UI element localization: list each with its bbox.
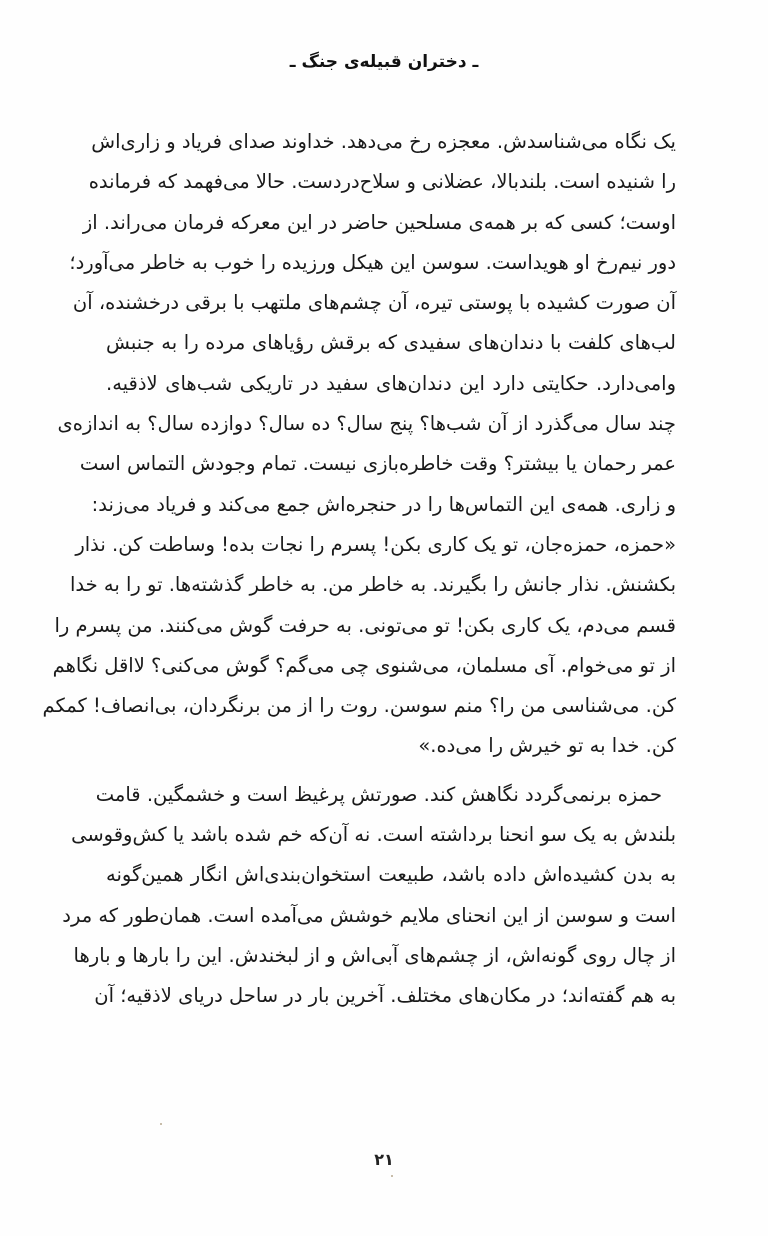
text-line: است و سوسن از این انحنای ملایم خوشش می‌آمده است. همان‌طور که مرد [62,903,676,927]
text-line: را شنیده است. بلندبالا، عضلانی و سلاح‌دردست. حالا می‌فهمد که فرمانده [88,170,676,194]
paragraph-gap [106,767,676,775]
text-line: کن. می‌شناسی من را؟ منم سوسن. روت را از من برنگردان، بی‌انصاف! کمکم [42,694,676,718]
text-line: دور نیم‌رخ او هویداست. سوسن این هیکل ورزیده را خوب به خاطر می‌آورد؛ [69,250,676,274]
body-text [42,122,676,1017]
page-number: ۲۱ [374,1150,394,1169]
text-line: وامی‌دارد. حکایتی دارد این دندان‌های سفید در تاریکی شب‌های لاذقیه. [106,371,676,395]
text-line: از تو می‌خوام. آی مسلمان، می‌شنوی چی می‌گم؟ گوش می‌کنی؟ لااقل نگاهم [52,653,676,677]
text-line: از چال روی گونه‌اش، از چشم‌های آبی‌اش و از لبخندش. این را بارها و بارها [73,943,676,967]
text-line: چند سال می‌گذرد از آن شب‌ها؟ پنج سال؟ ده سال؟ دوازده سال؟ به اندازه‌ی [57,412,676,436]
paper-speck [391,1175,393,1177]
text-line: به هم گفته‌اند؛ در مکان‌های مختلف. آخرین بار در ساحل دریای لاذقیه؛ آن [94,984,676,1008]
text-line: حمزه برنمی‌گردد نگاهش کند. صورتش پرغیظ است و خشمگین. قامت [95,782,662,806]
text-line: یک نگاه می‌شناسدش. معجزه رخ می‌دهد. خداوند صدای فریاد و زاری‌اش [91,130,676,153]
text-line: و زاری. همه‌ی این التماس‌ها را در حنجره‌اش جمع می‌کند و فریاد می‌زند: [91,492,676,516]
text-line: اوست؛ کسی که بر همه‌ی مسلحین حاضر در این معرکه فرمان می‌راند. از [82,210,676,234]
paragraph [62,775,676,1017]
paper-speck [160,1123,162,1125]
text-line: عمر رحمان یا بیشتر؟ وقت خاطره‌بازی نیست. تمام وجودش التماس است [79,452,676,476]
paragraph [42,122,676,775]
text-line: لب‌های کلفت با دندان‌های سفیدی که برقش رؤیاهای مرده را به جنبش [106,331,676,355]
text-line: آن صورت کشیده با پوستی تیره، آن چشم‌های ملتهب با برقی درخشنده، آن [72,291,676,315]
text-line: بلندش به یک سو انحنا برداشته است. نه آن‌که خم شده باشد یا کش‌وقوسی [71,823,676,847]
text-line: قسم می‌دم، یک کاری بکن! تو می‌تونی. به حرفت گوش می‌کنند. من پسرم را [54,613,676,637]
text-line: به بدن کشیده‌اش داده باشد، طبیعت استخوان‌بندی‌اش انگار همین‌گونه [106,863,676,887]
text-line: بکشنش. نذار جانش را بگیرند. به خاطر من. به خاطر گذشته‌ها. تو را به خدا [70,573,676,597]
text-line: کن. خدا به تو خیرش را می‌ده.» [418,734,676,758]
text-line: «حمزه، حمزه‌جان، تو یک کاری بکن! پسرم را نجات بده! وساطت کن. نذار [75,532,676,556]
running-header: ـ دختران قبیله‌ی جنگ ـ [289,52,479,72]
